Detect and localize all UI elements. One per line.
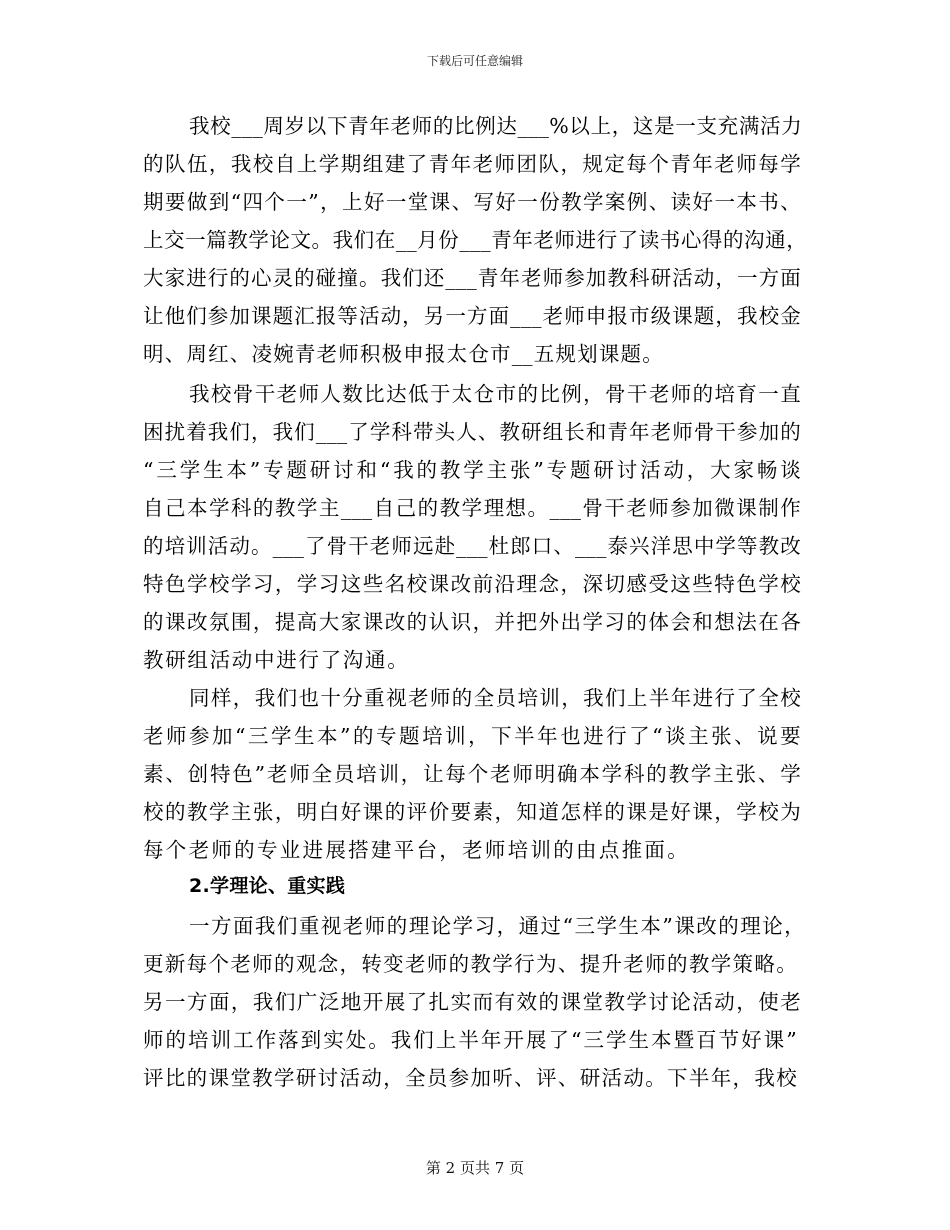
- text-line: 期要做到“四个一”，上好一堂课、写好一份教学案例、读好一本书、: [143, 190, 801, 214]
- text-line: 另一方面，我们广泛地开展了扎实而有效的课堂教学讨论活动，使老: [143, 990, 801, 1014]
- text-line: 大家进行的心灵的碰撞。我们还___青年老师参加教科研活动，一方面: [143, 266, 801, 290]
- page-footer: 第 2 页共 7 页: [425, 1159, 525, 1177]
- text-line: 自己本学科的教学主___自己的教学理想。___骨干老师参加微课制作: [143, 496, 801, 520]
- page-header: 下载后可任意编辑: [426, 54, 523, 68]
- text-line: 特色学校学习，学习这些名校课改前沿理念，深切感受这些特色学校: [143, 572, 801, 596]
- text-line: 校的教学主张，明白好课的评价要素，知道怎样的课是好课，学校为: [143, 800, 801, 824]
- text-line: 师的培训工作落到实处。我们上半年开展了“三学生本暨百节好课”: [143, 1028, 797, 1052]
- section-heading: 2.学理论、重实践: [189, 875, 346, 897]
- text-line: 同样，我们也十分重视老师的全员培训，我们上半年进行了全校: [189, 686, 801, 710]
- text-line: 每个老师的专业进展搭建平台，老师培训的由点推面。: [143, 838, 688, 862]
- text-line: 我校___周岁以下青年老师的比例达___%以上，这是一支充满活力: [189, 114, 802, 138]
- text-line: 评比的课堂教学研讨活动，全员参加听、评、研活动。下半年，我校: [143, 1066, 797, 1090]
- text-line: 困扰着我们，我们___了学科带头人、教研组长和青年老师骨干参加的: [143, 420, 801, 444]
- text-line: 明、周红、凌婉青老师积极申报太仓市__五规划课题。: [143, 342, 663, 366]
- text-line: 老师参加“三学生本”的专题培训，下半年也进行了“谈主张、说要: [143, 724, 801, 748]
- text-line: 更新每个老师的观念，转变老师的教学行为、提升老师的教学策略。: [143, 952, 797, 976]
- text-line: 上交一篇教学论文。我们在__月份___青年老师进行了读书心得的沟通，: [143, 228, 807, 252]
- text-line: 教研组活动中进行了沟通。: [143, 648, 408, 672]
- text-line: 的培训活动。___了骨干老师远赴___杜郎口、___泰兴洋思中学等教改: [143, 534, 801, 558]
- text-line: 一方面我们重视老师的理论学习，通过“三学生本”课改的理论，: [189, 914, 805, 938]
- text-line: 的课改氛围，提高大家课改的认识，并把外出学习的体会和想法在各: [143, 610, 801, 634]
- text-line: 我校骨干老师人数比达低于太仓市的比例，骨干老师的培育一直: [189, 382, 801, 406]
- text-line: 素、创特色”老师全员培训，让每个老师明确本学科的教学主张、学: [143, 762, 801, 786]
- text-line: 让他们参加课题汇报等活动，另一方面___老师申报市级课题，我校金: [143, 304, 801, 328]
- text-line: 的队伍，我校自上学期组建了青年老师团队，规定每个青年老师每学: [143, 152, 801, 176]
- text-line: “三学生本”专题研讨和“我的教学主张”专题研讨活动，大家畅谈: [143, 458, 801, 482]
